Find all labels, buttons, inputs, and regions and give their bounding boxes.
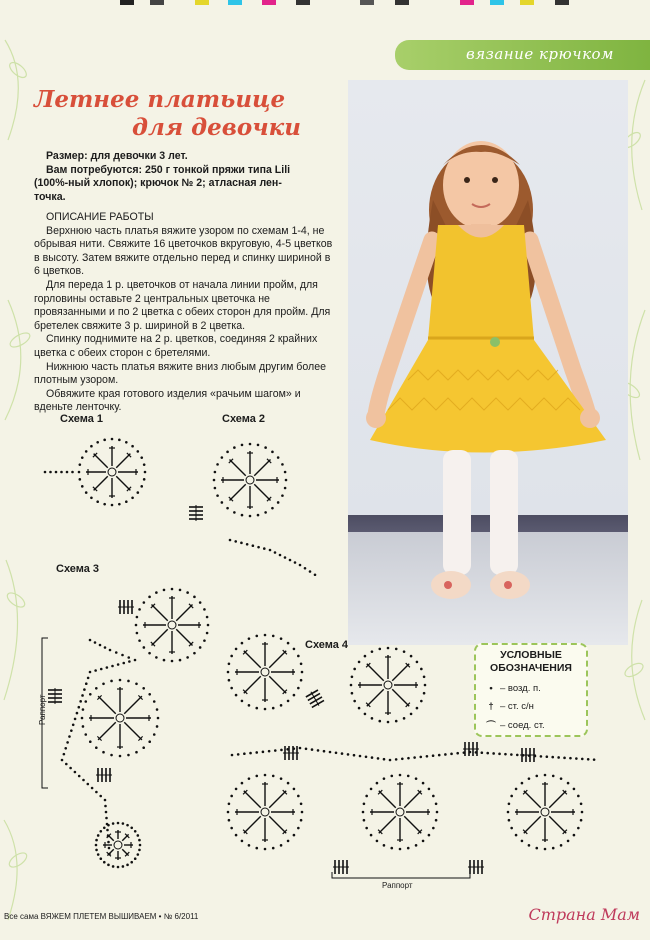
legend-label-slip: – соед. ст.: [500, 719, 545, 731]
footer-magazine: Все сама ВЯЖЕМ ПЛЕТЕМ ВЫШИВАЕМ: [4, 912, 157, 921]
schema-3-motif-mid: [81, 679, 160, 758]
schema-4-motif-e: [507, 774, 584, 851]
chain-stitch-icon: •: [489, 683, 493, 694]
double-crochet-icon: †: [488, 701, 494, 712]
schema-4-label: Схема 4: [305, 639, 349, 651]
materials-line2: (100%-ный хлопок); крючок № 2; атласная лен-: [34, 177, 282, 190]
schema-2-chain: [229, 539, 317, 576]
schema-4-fan-5: [333, 860, 349, 874]
schema-3-motif-bottom: [95, 822, 142, 869]
schema-2-motif: [213, 443, 288, 518]
rapport-bracket-horizontal: [332, 872, 470, 878]
section-tab-label: вязание крючком: [466, 45, 614, 63]
site-watermark: Страна Мам: [528, 905, 640, 924]
materials-line3: точка.: [34, 190, 66, 203]
legend-title-line2: ОБОЗНАЧЕНИЯ: [490, 662, 572, 674]
schema-3-fan-3: [96, 768, 112, 782]
legend-row-dc: [486, 701, 534, 712]
schema-4-motif-b: [350, 647, 427, 724]
schema-4-motif-a: [227, 634, 304, 711]
schema-1-label: Схема 1: [60, 413, 104, 425]
schema-4-fan-1: [305, 688, 325, 709]
paragraph-1: Верхнюю часть платья вяжите узором по схемам 1-4, не обрывая нити. Свяжите 16 цветочков вкруговую, 4-5 цветков в высоту. Затем вяжите отдельно перед и спинку шириной в 6 цветков.: [34, 224, 333, 278]
schema-3-label: Схема 3: [56, 563, 100, 575]
schema-4-motif-c: [227, 774, 304, 851]
schema-4-motif-d: [362, 774, 439, 851]
legend-row-chain: [486, 683, 541, 694]
schema-3-fan-2: [48, 688, 62, 704]
legend-label-chain: – возд. п.: [500, 683, 541, 694]
article-title-line2: для девочки: [132, 114, 301, 141]
schema-3-chain: [61, 639, 137, 856]
schema-1-chain: [44, 471, 74, 474]
article-title-line1: Летнее платьице: [34, 86, 286, 113]
materials-line1: Вам потребуются: 250 г тонкой пряжи типа Lili: [46, 163, 291, 176]
schema-3-fan-1: [118, 600, 134, 614]
size-text: Размер: для девочки 3 лет.: [46, 150, 188, 162]
schema-4-fan-6: [468, 860, 484, 874]
rapport-label-horizontal: Раппорт: [382, 881, 413, 890]
footer-issue: • № 6/2011: [158, 912, 199, 921]
paragraph-3: Спинку поднимите на 2 р. цветков, соединяя 2 крайних цветка с обеих сторон с бретелями.: [34, 333, 318, 359]
legend-row-slip: [486, 718, 545, 732]
paragraph-4: Нижнюю часть платья вяжите вниз любым другим более плотным узором.: [34, 360, 326, 387]
page-footer: [4, 912, 198, 921]
paragraph-2: Для переда 1 р. цветочков от начала линии пройм, для горловины оставьте 2 центральных цветочка не провязанными и по 2 цветка с обеих сторон для пройм. Для бретелек свяжите 3 р. шириной в 2 цветка.: [34, 278, 331, 332]
work-heading: ОПИСАНИЕ РАБОТЫ: [46, 211, 154, 223]
slip-stitch-icon: ⌒: [486, 721, 496, 732]
schema-3-motif-top: [135, 588, 210, 663]
symbols-legend: [474, 643, 588, 737]
schema-2-fan: [189, 505, 203, 521]
legend-label-dc: – ст. с/н: [500, 701, 534, 712]
schema-4-fan-3: [463, 742, 479, 756]
rapport-label-vertical: Раппорт: [38, 694, 47, 725]
schema-4-fan-2: [283, 746, 299, 760]
paragraph-5: Обвяжите края готового изделия «рачьим шагом» и вденьте ленточку.: [34, 387, 301, 414]
schema-1-motif: [78, 438, 147, 507]
schema-2-label: Схема 2: [222, 413, 266, 425]
legend-title-line1: УСЛОВНЫЕ: [500, 649, 562, 661]
